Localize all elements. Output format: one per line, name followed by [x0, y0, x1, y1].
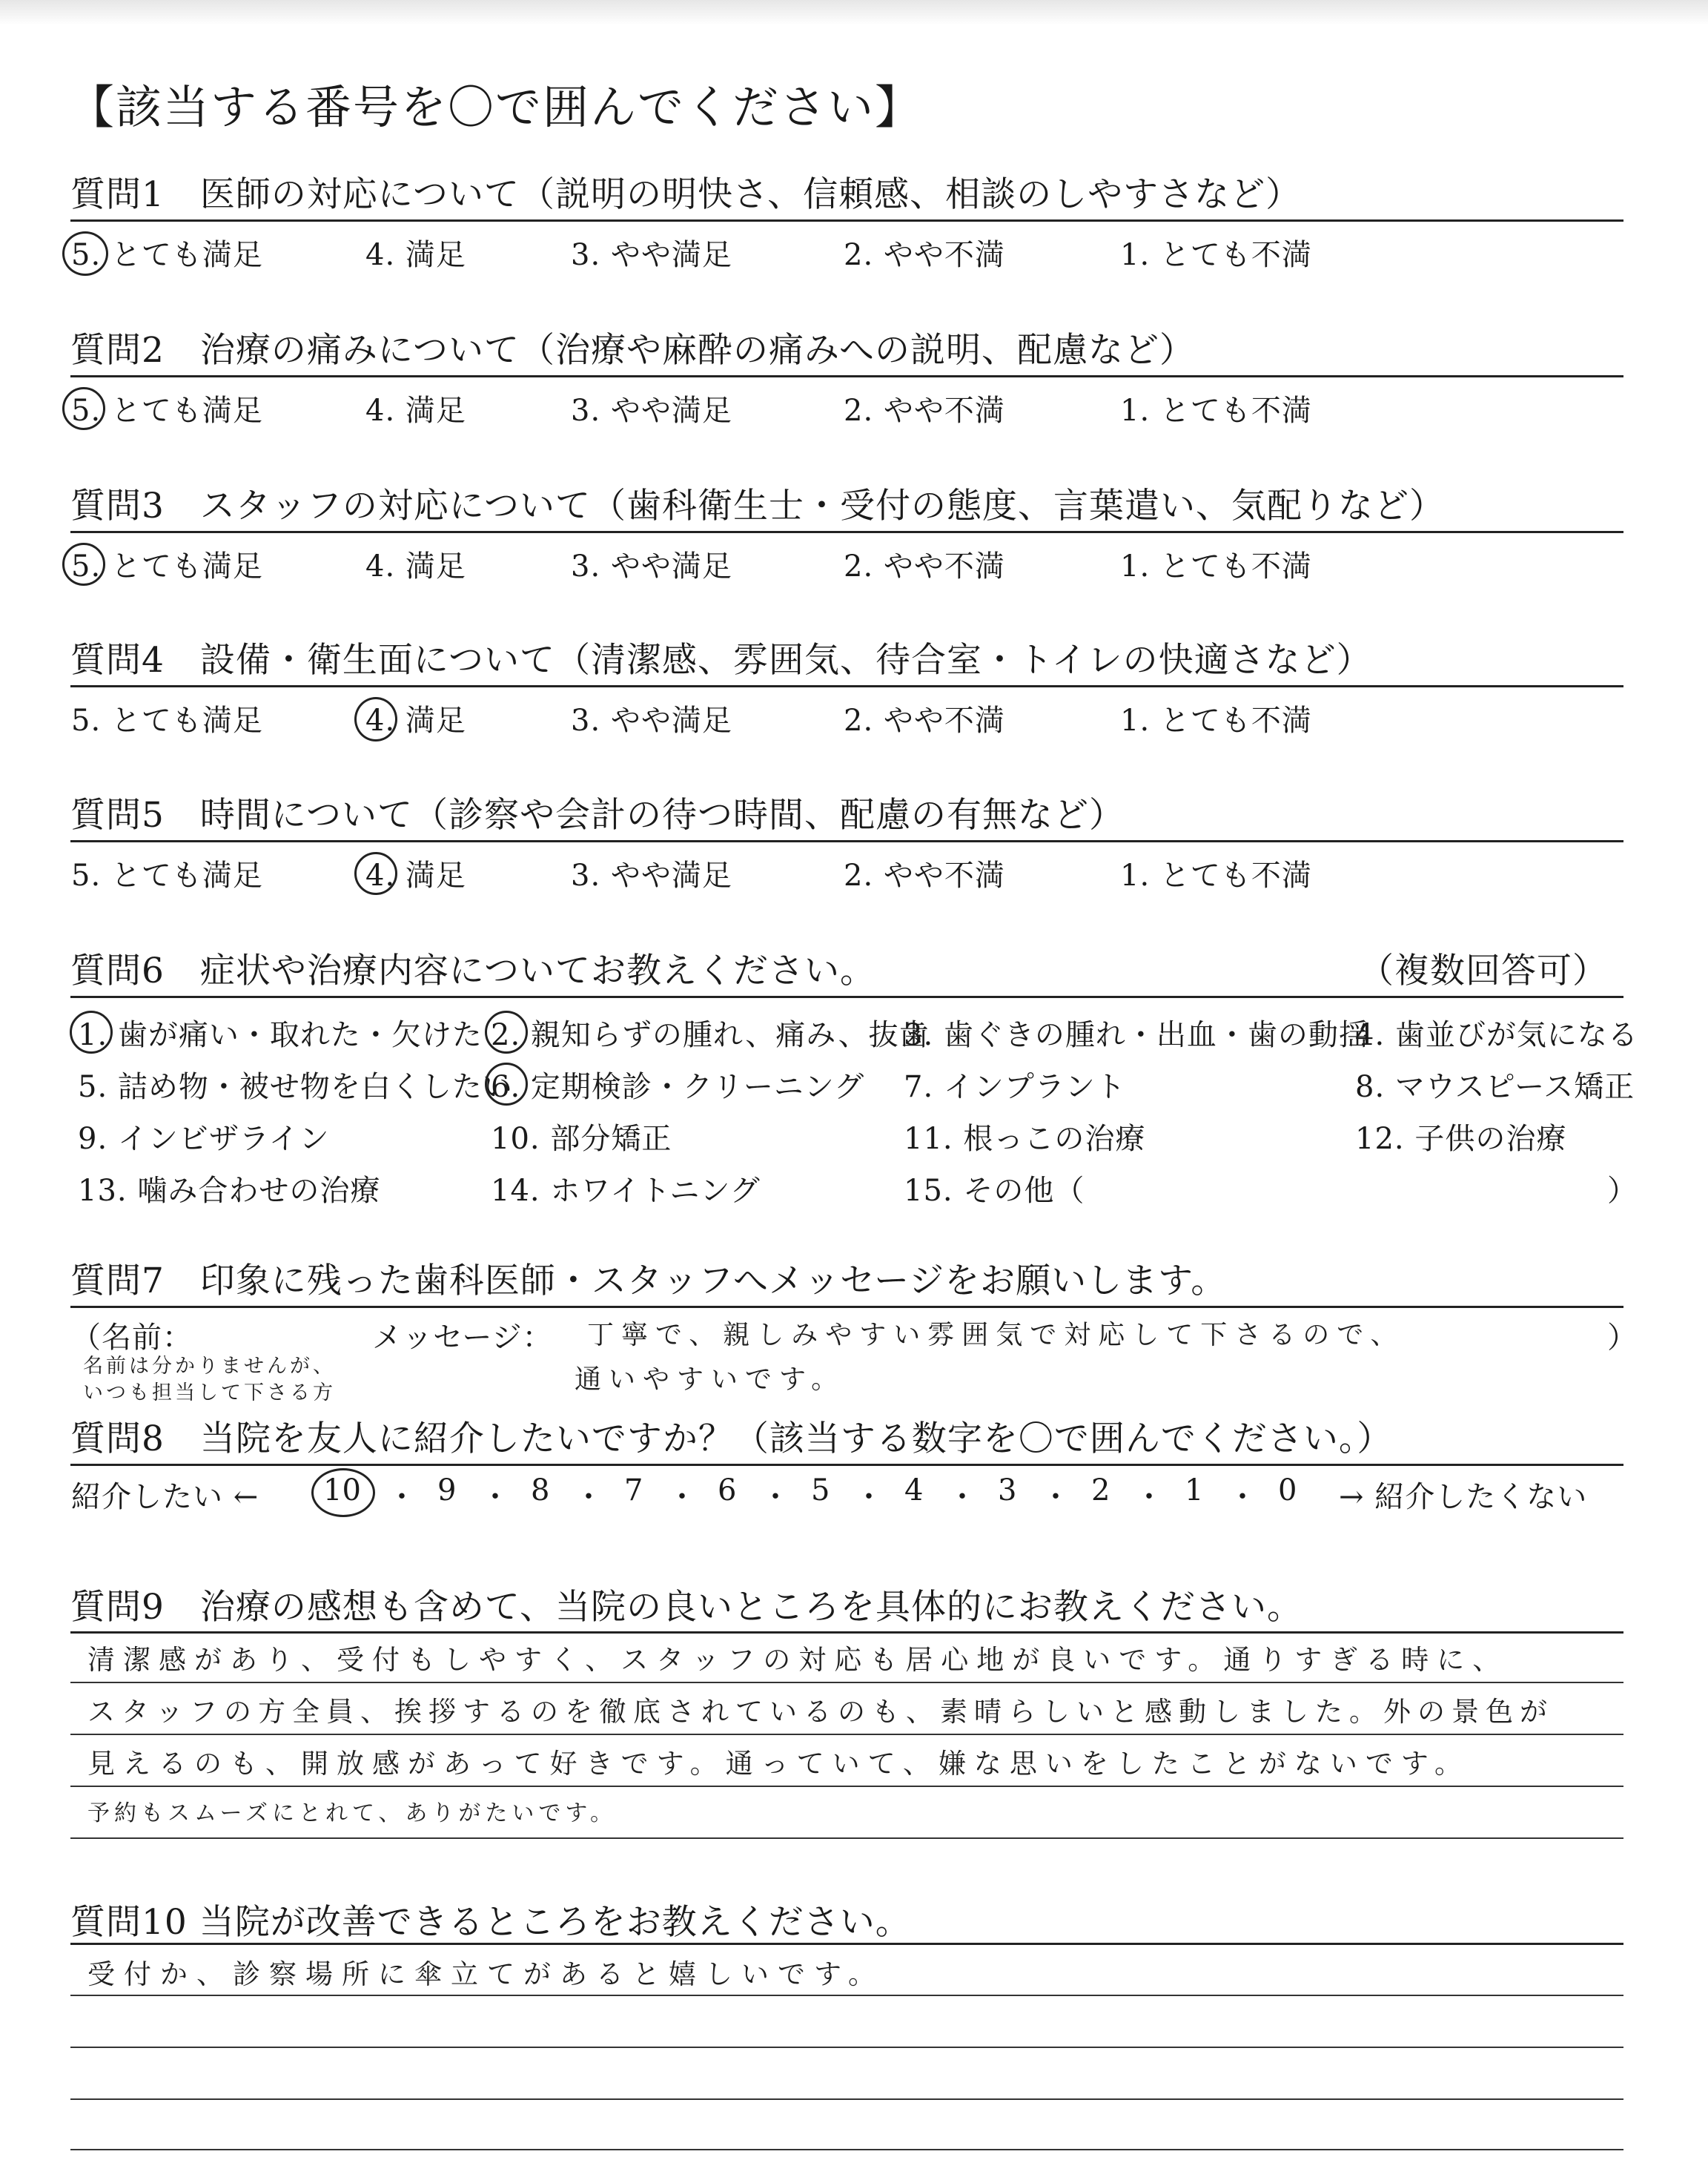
q10-writing-line	[70, 2047, 1623, 2048]
q3-title: 質問3 スタッフの対応について（歯科衛生士・受付の態度、言葉遣い、気配りなど）	[70, 486, 1445, 526]
q6-item-9[interactable]: 9. インビザライン	[78, 1122, 330, 1156]
q7-message-written-2[interactable]: 通いやすいです。	[575, 1364, 846, 1395]
q4-option-3[interactable]: 3. やや満足	[571, 704, 732, 738]
q1-option-2[interactable]: 2. やや不満	[844, 238, 1005, 272]
q1-title: 質問1 医師の対応について（説明の明快さ、信頼感、相談のしやすさなど）	[70, 174, 1302, 215]
q4-option-2[interactable]: 2. やや不満	[844, 704, 1005, 738]
q8-scale-dot: ・	[854, 1480, 884, 1514]
q5-selected-circle	[354, 852, 397, 895]
q8-right-label: → 紹介したくない	[1339, 1480, 1588, 1514]
q9-writing-line	[70, 1734, 1623, 1735]
q1-option-3[interactable]: 3. やや満足	[571, 238, 732, 272]
q1-option-4[interactable]: 4. 満足	[365, 238, 466, 272]
q7-close-paren: ）	[1607, 1321, 1638, 1355]
q8-scale-2[interactable]: 2	[1091, 1473, 1110, 1507]
q6-item-12[interactable]: 12. 子供の治療	[1355, 1122, 1567, 1156]
q9-writing-line	[70, 1837, 1623, 1839]
q6-item-13[interactable]: 13. 噛み合わせの治療	[78, 1174, 381, 1208]
q3-selected-circle	[62, 543, 105, 586]
q2-rule	[70, 375, 1623, 377]
q8-scale-0[interactable]: 0	[1278, 1473, 1297, 1507]
form-heading: 【該当する番号を〇で囲んでください】	[68, 80, 923, 134]
q5-option-4[interactable]: 4. 満足	[365, 859, 466, 893]
q4-option-1[interactable]: 1. とても不満	[1120, 704, 1312, 738]
q6-item-6[interactable]: 6. 定期検診・クリーニング	[491, 1070, 865, 1104]
q8-scale-dot: ・	[667, 1480, 697, 1514]
scan-top-band	[0, 0, 1708, 25]
q8-scale-4[interactable]: 4	[904, 1473, 924, 1507]
q5-rule	[70, 840, 1623, 842]
q3-option-3[interactable]: 3. やや満足	[571, 549, 732, 584]
q2-option-1[interactable]: 1. とても不満	[1120, 394, 1312, 428]
q9-written-line-3[interactable]: 見えるのも、開放感があって好きです。通っていて、嫌な思いをしたことがないです。	[87, 1748, 1470, 1780]
q9-rule	[70, 1631, 1623, 1634]
q10-title: 質問10 当院が改善できるところをお教えください。	[70, 1902, 911, 1943]
q4-title: 質問4 設備・衛生面について（清潔感、雰囲気、待合室・トイレの快適さなど）	[70, 640, 1372, 681]
q6-item-2[interactable]: 2. 親知らずの腫れ、痛み、抜歯	[491, 1018, 930, 1052]
q9-title: 質問9 治療の感想も含めて、当院の良いところを具体的にお教えください。	[70, 1587, 1302, 1628]
q4-option-4[interactable]: 4. 満足	[365, 704, 466, 738]
q4-rule	[70, 685, 1623, 687]
q7-name-label: （名前：	[71, 1321, 193, 1355]
q1-selected-circle	[62, 231, 108, 276]
q8-scale-5[interactable]: 5	[811, 1473, 830, 1507]
q4-option-5[interactable]: 5. とても満足	[71, 704, 263, 738]
q2-option-2[interactable]: 2. やや不満	[844, 394, 1005, 428]
q8-scale-7[interactable]: 7	[624, 1473, 643, 1507]
q6-item-8[interactable]: 8. マウスピース矯正	[1355, 1070, 1635, 1104]
q6-item-4[interactable]: 4. 歯並びが気になる	[1355, 1018, 1638, 1052]
q8-scale-1[interactable]: 1	[1185, 1473, 1204, 1507]
q7-message-written-1[interactable]: 丁寧で、親しみやすい雰囲気で対応して下さるので、	[587, 1320, 1405, 1350]
q6-item-15[interactable]: 15. その他（	[904, 1174, 1085, 1208]
q10-written-line-1[interactable]: 受付か、診察場所に傘立てがあると嬉しいです。	[87, 1958, 885, 1990]
q6-selected-circle-1	[70, 1011, 113, 1054]
q10-rule	[70, 1943, 1623, 1945]
q7-name-written-1[interactable]: 名前は分かりませんが、	[83, 1355, 336, 1378]
q2-title: 質問2 治療の痛みについて（治療や麻酔の痛みへの説明、配慮など）	[70, 330, 1196, 371]
q1-rule	[70, 219, 1623, 222]
q6-rule	[70, 996, 1623, 998]
q8-scale-6[interactable]: 6	[718, 1473, 737, 1507]
q8-rule	[70, 1464, 1623, 1466]
q8-scale-10[interactable]: 10	[323, 1473, 361, 1507]
q8-scale-3[interactable]: 3	[998, 1473, 1017, 1507]
q5-option-2[interactable]: 2. やや不満	[844, 859, 1005, 893]
q3-option-2[interactable]: 2. やや不満	[844, 549, 1005, 584]
q6-multiple-note: （複数回答可）	[1359, 951, 1608, 991]
q3-option-5[interactable]: 5. とても満足	[71, 549, 263, 584]
q6-item-1[interactable]: 1. 歯が痛い・取れた・欠けた	[78, 1018, 483, 1052]
q3-option-4[interactable]: 4. 満足	[365, 549, 466, 584]
q7-message-label: メッセージ：	[372, 1321, 553, 1355]
q6-item-5[interactable]: 5. 詰め物・被せ物を白くしたい	[78, 1070, 513, 1104]
q7-name-written-2[interactable]: いつも担当して下さる方	[83, 1381, 336, 1404]
q5-option-1[interactable]: 1. とても不満	[1120, 859, 1312, 893]
q8-left-label: 紹介したい ←	[71, 1480, 259, 1514]
q6-item-3[interactable]: 3. 歯ぐきの腫れ・出血・歯の動揺	[904, 1018, 1369, 1052]
q8-scale-dot: ・	[387, 1480, 417, 1514]
q6-selected-circle-6	[485, 1063, 528, 1106]
q3-rule	[70, 531, 1623, 533]
q6-item-11[interactable]: 11. 根っこの治療	[904, 1122, 1146, 1156]
q8-scale-dot: ・	[1041, 1480, 1070, 1514]
q8-title: 質問8 当院を友人に紹介したいですか？（該当する数字を〇で囲んでください。）	[70, 1418, 1393, 1459]
q7-rule	[70, 1306, 1623, 1308]
q2-option-5[interactable]: 5. とても満足	[71, 394, 263, 428]
q6-item-7[interactable]: 7. インプラント	[904, 1070, 1126, 1104]
q8-scale-dot: ・	[761, 1480, 790, 1514]
q10-writing-line	[70, 1995, 1623, 1996]
q6-other-close-paren: ）	[1607, 1174, 1638, 1208]
q8-scale-dot: ・	[480, 1480, 510, 1514]
q8-scale-8[interactable]: 8	[531, 1473, 550, 1507]
q9-written-line-4[interactable]: 予約もスムーズにとれて、ありがたいです。	[87, 1800, 617, 1826]
q8-selected-circle	[311, 1468, 375, 1517]
q5-title: 質問5 時間について（診察や会計の待つ時間、配慮の有無など）	[70, 795, 1125, 836]
q9-written-line-2[interactable]: スタッフの方全員、挨拶するのを徹底されているのも、素晴らしいと感動しました。外の景色が	[87, 1696, 1554, 1728]
q6-item-14[interactable]: 14. ホワイトニング	[491, 1174, 761, 1208]
q4-selected-circle	[354, 697, 397, 742]
q9-written-line-1[interactable]: 清潔感があり、受付もしやすく、スタッフの対応も居心地が良いです。通りすぎる時に、	[87, 1644, 1509, 1676]
q2-selected-circle	[62, 387, 105, 430]
q5-option-3[interactable]: 3. やや満足	[571, 859, 732, 893]
q8-scale-dot: ・	[1228, 1480, 1257, 1514]
q9-writing-line	[70, 1682, 1623, 1683]
q8-scale-dot: ・	[947, 1480, 977, 1514]
q10-writing-line	[70, 2149, 1623, 2150]
q9-writing-line	[70, 1786, 1623, 1787]
q8-scale-dot: ・	[574, 1480, 603, 1514]
q8-scale-9[interactable]: 9	[437, 1473, 457, 1507]
q8-scale-dot: ・	[1134, 1480, 1164, 1514]
q10-writing-line	[70, 2098, 1623, 2100]
q2-option-4[interactable]: 4. 満足	[365, 394, 466, 428]
q3-option-1[interactable]: 1. とても不満	[1120, 549, 1312, 584]
q6-item-10[interactable]: 10. 部分矯正	[491, 1122, 672, 1156]
q6-selected-circle-2	[485, 1011, 528, 1054]
q1-option-5[interactable]: 5. とても満足	[71, 238, 263, 272]
q7-title: 質問7 印象に残った歯科医師・スタッフへメッセージをお願いします。	[70, 1261, 1227, 1301]
q2-option-3[interactable]: 3. やや満足	[571, 394, 732, 428]
q1-option-1[interactable]: 1. とても不満	[1120, 238, 1312, 272]
q5-option-5[interactable]: 5. とても満足	[71, 859, 263, 893]
q6-title: 質問6 症状や治療内容についてお教えください。	[70, 951, 875, 991]
